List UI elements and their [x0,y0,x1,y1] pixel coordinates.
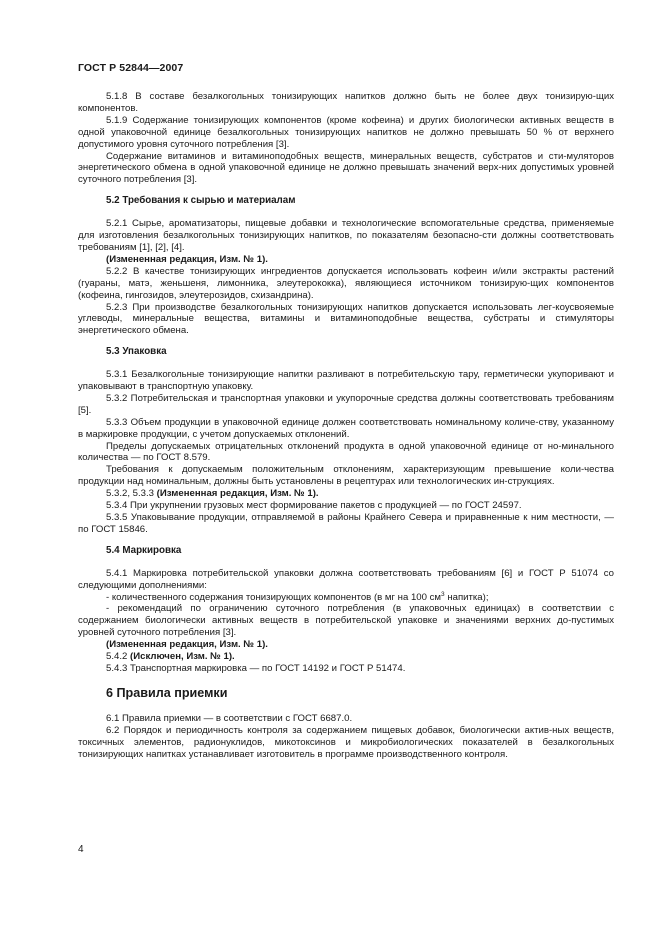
chapter-heading: 6 Правила приемки [106,685,228,700]
amendment-note: (Исключен, Изм. № 1). [130,651,235,663]
amendment-paragraph [78,651,614,663]
paragraph: 5.1.8 В составе безалкогольных тонизирующих напитков должно быть не более двух тонизирую-щих компонентов. [78,91,614,114]
paragraph: 6.1 Правила приемки — в соответствии с ГОСТ 6687.0. [106,712,353,724]
amendment-note: (Измененная редакция, Изм. № 1). [106,253,268,265]
paragraph: 5.1.9 Содержание тонизирующих компонентов (кроме кофеина) и других биологически активных веществ в одной упаковочной единице безалкогольных тонизирующих напитков не должно превышать 50 % от верхнего допустимого уровня суточного потребления [3]. [78,114,614,150]
paragraph: Содержание витаминов и витаминоподобных веществ, минеральных веществ, субстратов и сти-муляторов энергетического обмена в одной упаковочной единице не должно превышать значений верх-них допустимых уровней суточного потребления [3]. [78,150,614,186]
paragraph: 5.3.1 Безалкогольные тонизирующие напитки разливают в потребительскую тару, герметически укупоривают и упаковывают в транспортную упаковку. [78,369,614,393]
amendment-paragraph [78,488,614,500]
paragraph: 5.2.1 Сырье, ароматизаторы, пищевые добавки и технологические вспомогательные средства, применяемые для изготовления безалкогольных тонизирующих напитков, по показателям безопасно-сти должны соответствовать требованиям [1], [2], [4]. [78,218,614,253]
paragraph: Требования к допускаемым положительным отклонениям, характеризующим превышение коли-чества продукции над номинальным, должны быть установлены в рецептурах или технологических ин-струкциях. [78,464,614,488]
clause-ref: 5.3.2, 5.3.3 [106,488,157,500]
document-header: ГОСТ Р 52844—2007 [78,62,184,74]
section-heading: 5.3 Упаковка [106,346,167,358]
list-item-text: напитка); [444,591,489,603]
paragraph: 6.2 Порядок и периодичность контроля за содержанием пищевых добавок, биологически актив-ных веществ, токсичных элементов, радионуклидов, микотоксинов и микробиологических показателей в безалкогольных тонизирующих напитках устанавливает изготовитель в программе производственного контроля. [78,724,614,760]
paragraph: 5.3.4 При укрупнении грузовых мест формирование пакетов с продукцией — по ГОСТ 24597. [106,500,522,512]
paragraph: - рекомендаций по ограничению суточного потребления (в упаковочных единицах) в соответствии с содержанием биологически активных веществ в потребительской упаковке и значениями верхних до-пустимых уровней суточного потребления [3]. [78,603,614,639]
paragraph: 5.2.2 В качестве тонизирующих ингредиентов допускается использовать кофеин и/или экстракты растений (гуараны, матэ, женьшеня, лимонника, элеутерококка), являющиеся источником тонизирую-щих компонентов (кофеина, гингозидов, элеутерозидов, схизандрина). [78,265,614,301]
paragraph: 5.2.3 При производстве безалкогольных тонизирующих напитков допускается использовать лег-коусвояемые углеводы, минеральные вещества, витамины и витаминоподобные вещества, субстраты и стимуляторы энергетического обмена. [78,301,614,337]
paragraph: 5.4.1 Маркировка потребительской упаковки должна соответствовать требованиям [6] и ГОСТ Р 51074 со следующими дополнениями: [78,567,614,591]
section-heading: 5.4 Маркировка [106,544,182,556]
clause-ref: 5.4.2 [106,651,131,663]
paragraph: Пределы допускаемых отрицательных отклонений продукта в одной упаковочной единице от но-минального количества — по ГОСТ 8.579. [78,440,614,464]
document-body [78,91,614,760]
superscript: 3 [441,590,445,598]
paragraph: 5.3.5 Упаковывание продукции, отправляемой в районы Крайнего Севера и приравненные к ним местности, — по ГОСТ 15846. [78,512,614,535]
section-heading: 5.2 Требования к сырью и материалам [106,195,296,207]
paragraph: 5.4.3 Транспортная маркировка — по ГОСТ 14192 и ГОСТ Р 51474. [106,662,406,674]
paragraph: 5.3.3 Объем продукции в упаковочной единице должен соответствовать номинальному количе-ству, указанному в маркировке продукции, с учетом допускаемых отклонений. [78,416,614,440]
list-item-text: - количественного содержания тонизирующих компонентов (в мг на 100 см [106,591,442,603]
amendment-note: (Измененная редакция, Изм. № 1). [106,639,268,651]
list-item [78,592,614,604]
amendment-note: (Измененная редакция, Изм. № 1). [156,488,319,500]
paragraph: 5.3.2 Потребительская и транспортная упаковки и укупорочные средства должны соответствовать требованиям [5]. [78,392,614,416]
page-number: 4 [78,844,84,855]
